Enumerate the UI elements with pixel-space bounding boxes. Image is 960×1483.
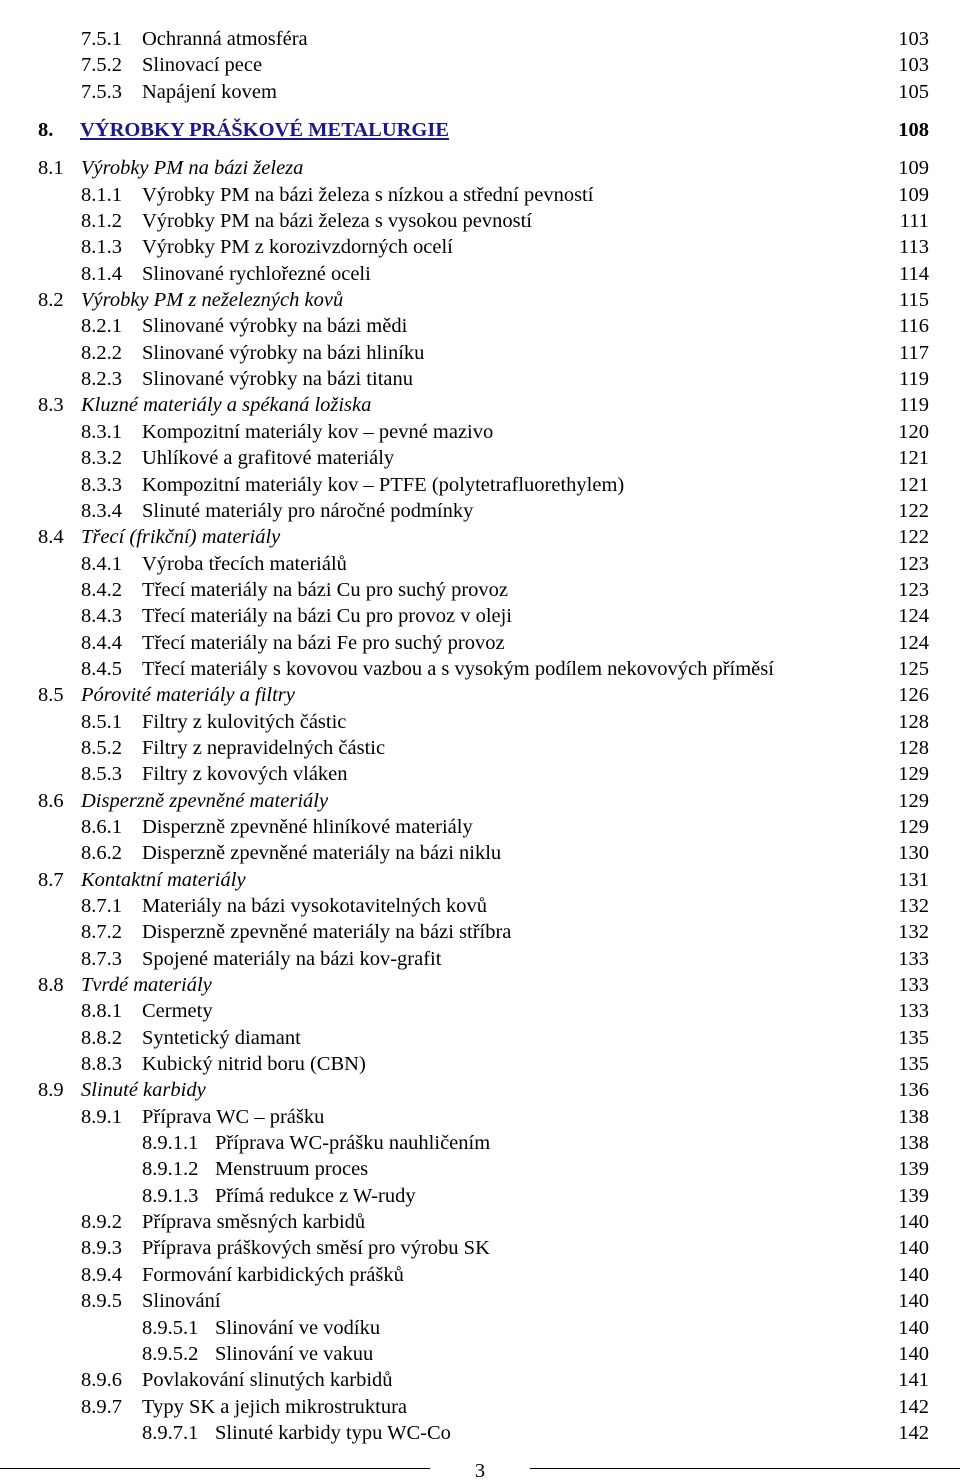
toc-entry-number: 8.4.3 [81,605,122,628]
toc-entry-page: 140 [898,1290,929,1313]
toc-entry-page: 141 [898,1369,929,1392]
toc-entry-page: 126 [898,684,929,707]
toc-entry-page: 103 [898,54,929,77]
toc-entry-number: 8.3.2 [81,447,122,470]
toc-entry-number: 8.7 [38,868,64,891]
toc-entry-number: 8.2.2 [81,341,122,364]
toc-entry-title: Slinovací pece [142,54,263,77]
toc-entry[interactable] [0,972,960,998]
toc-entry[interactable] [0,79,960,105]
toc-entry[interactable] [0,814,960,840]
toc-entry-number: 8.1 [38,157,64,180]
toc-entry-title: Výroba třecích materiálů [142,552,347,575]
toc-entry[interactable] [0,1025,960,1051]
toc-entry-title: Výrobky PM z korozivzdorných ocelí [142,236,453,259]
toc-entry-title: Syntetický diamant [142,1026,301,1049]
toc-entry-number: 8.3.4 [81,499,122,522]
toc-entry-title: Pórovité materiály a filtry [81,684,295,707]
toc-entry-number: 8.7.3 [81,947,122,970]
toc-entry-page: 140 [898,1316,929,1339]
toc-entry-page: 129 [898,815,929,838]
toc-entry-number: 8.9.3 [81,1237,122,1260]
toc-entry-title: Příprava směsných karbidů [142,1211,366,1234]
toc-entry-number: 8.6.1 [81,815,122,838]
toc-entry-page: 119 [899,394,929,417]
toc-entry-title: Tvrdé materiály [81,974,212,997]
toc-entry[interactable] [0,761,960,787]
toc-entry-title: Kompozitní materiály kov – pevné mazivo [142,420,494,443]
toc-entry-number: 8.9.4 [81,1263,122,1286]
toc-entry-page: 135 [898,1053,929,1076]
toc-entry-title: Filtry z nepravidelných částic [142,736,386,759]
toc-entry-number: 8.8.1 [81,1000,122,1023]
toc-entry[interactable] [0,1262,960,1288]
toc-entry-number: 8.6.2 [81,842,122,865]
toc-entry-page: 138 [898,1105,929,1128]
toc-entry[interactable] [0,893,960,919]
toc-entry-page: 109 [898,157,929,180]
toc-entry[interactable] [0,1156,960,1182]
toc-entry-page: 124 [898,605,929,628]
toc-entry[interactable] [0,630,960,656]
toc-entry-number: 8.2 [38,289,64,312]
toc-entry-page: 142 [898,1395,929,1418]
toc-entry[interactable] [0,52,960,78]
toc-entry-page: 140 [898,1263,929,1286]
toc-entry-page: 120 [898,420,929,443]
toc-entry-number: 8.9.1.2 [142,1158,199,1181]
toc-entry-page: 132 [898,895,929,917]
toc-entry[interactable] [0,946,960,972]
toc-entry-number: 8.9.7 [81,1395,122,1418]
toc-entry-page: 139 [898,1184,929,1207]
toc-entry-title: Slinované výrobky na bázi hliníku [142,341,425,364]
toc-entry[interactable] [0,1341,960,1367]
toc-entry-title: Třecí materiály s kovovou vazbou a s vysokým podílem nekovových příměsí [142,657,774,680]
toc-entry[interactable] [0,867,960,893]
toc-entry-number: 8. [38,119,54,142]
toc-entry-page: 111 [899,210,929,233]
toc-entry[interactable] [0,1367,960,1393]
toc-entry-number: 8.4 [38,526,64,549]
toc-entry-number: 8.1.1 [81,183,122,206]
toc-entry[interactable] [0,998,960,1024]
toc-entry-number: 8.9.7.1 [142,1421,199,1444]
toc-entry-number: 8.5 [38,684,64,707]
toc-entry[interactable] [0,182,960,208]
toc-entry-title: Výrobky PM na bázi železa s nízkou a střední pevností [142,183,594,206]
toc-entry-number: 8.3 [38,394,64,417]
toc-entry-page: 129 [898,763,929,786]
toc-entry-number: 8.9.5.2 [142,1342,199,1365]
toc-entry-page: 117 [899,341,929,364]
toc-entry-number: 8.9.6 [81,1369,122,1392]
toc-entry-title: Kontaktní materiály [81,868,246,891]
toc-entry-title: Menstruum proces [215,1158,369,1181]
toc-entry-title: Přímá redukce z W-rudy [215,1184,416,1207]
toc-entry-number: 8.9 [38,1079,64,1102]
toc-entry-number: 8.1.2 [81,210,122,233]
toc-entry-page: 131 [898,868,929,891]
toc-entry-number: 8.8.3 [81,1053,122,1076]
toc-entry-title: Slinování [142,1290,221,1313]
toc-entry-title: Slinuté karbidy typu WC-Co [215,1421,451,1444]
toc-entry-number: 8.9.5 [81,1290,122,1313]
toc-entry[interactable] [0,840,960,866]
toc-entry[interactable] [0,498,960,524]
toc-entry-number: 8.4.2 [81,578,122,601]
toc-entry-number: 8.1.3 [81,236,122,259]
toc-entry-title: Ochranná atmosféra [142,28,308,50]
toc-entry-page: 135 [898,1026,929,1049]
toc-entry-page: 123 [898,578,929,601]
toc-entry-title: Disperzně zpevněné hliníkové materiály [142,815,473,838]
toc-entry[interactable] [0,419,960,445]
toc-entry[interactable] [0,208,960,234]
toc-entry[interactable] [0,1209,960,1235]
table-of-contents [0,26,960,1446]
toc-entry[interactable] [0,445,960,471]
toc-entry[interactable] [0,709,960,735]
toc-entry[interactable] [0,392,960,418]
toc-entry-page: 103 [898,28,929,50]
toc-entry-page: 121 [898,447,929,470]
toc-entry-page: 132 [898,921,929,944]
toc-entry[interactable] [0,1077,960,1103]
toc-entry-number: 8.9.1 [81,1105,122,1128]
toc-entry[interactable] [0,682,960,708]
toc-entry[interactable] [0,1420,960,1446]
toc-entry-page: 136 [898,1079,929,1102]
toc-entry-page: 142 [898,1421,929,1444]
toc-entry-title: Výrobky PM z neželezných kovů [81,289,344,312]
toc-entry-title: Filtry z kulovitých částic [142,710,347,733]
toc-entry[interactable] [0,577,960,603]
toc-entry-title: Kubický nitrid boru (CBN) [142,1053,366,1076]
toc-entry-title: Příprava WC-prášku nauhličením [215,1132,491,1155]
toc-entry-page: 105 [898,80,929,103]
toc-entry-number: 8.9.5.1 [142,1316,199,1339]
toc-entry[interactable] [0,26,960,52]
toc-entry[interactable] [0,1288,960,1314]
toc-entry-title[interactable]: VÝROBKY PRÁŠKOVÉ METALURGIE [80,119,450,142]
toc-entry[interactable] [0,524,960,550]
toc-entry-number: 8.2.3 [81,368,122,391]
toc-entry-page: 122 [898,499,929,522]
toc-entry-page: 123 [898,552,929,575]
toc-entry-page: 129 [898,789,929,812]
toc-entry-title: Výrobky PM na bázi železa [81,157,304,180]
toc-entry-page: 124 [898,631,929,654]
toc-entry-number: 8.3.3 [81,473,122,496]
toc-entry[interactable] [0,313,960,339]
toc-entry[interactable] [0,788,960,814]
toc-entry-page: 119 [899,368,929,391]
toc-entry[interactable] [0,117,960,143]
toc-entry-number: 8.9.2 [81,1211,122,1234]
toc-entry-title: Kompozitní materiály kov – PTFE (polytetrafluorethylem) [142,473,625,496]
toc-entry-title: Disperzně zpevněné materiály na bázi niklu [142,842,502,865]
toc-entry-page: 108 [898,119,929,142]
toc-entry-number: 7.5.3 [81,80,122,103]
toc-entry-number: 8.5.3 [81,763,122,786]
toc-entry-title: Filtry z kovových vláken [142,763,348,786]
toc-entry-title: Disperzně zpevněné materiály na bázi stříbra [142,921,512,944]
toc-entry[interactable] [0,1315,960,1341]
toc-entry-title: Uhlíkové a grafitové materiály [142,447,395,470]
toc-entry-page: 133 [898,1000,929,1023]
toc-entry-title: Typy SK a jejich mikrostruktura [142,1395,408,1418]
toc-entry-page: 122 [898,526,929,549]
toc-entry[interactable] [0,1130,960,1156]
toc-entry-title: Slinované rychlořezné oceli [142,262,371,285]
toc-entry-number: 8.7.2 [81,921,122,944]
toc-entry-page: 114 [899,262,929,285]
toc-entry-page: 133 [898,974,929,997]
toc-entry[interactable] [0,261,960,287]
toc-entry-page: 116 [899,315,929,338]
toc-entry-title: Materiály na bázi vysokotavitelných kovů [142,895,487,917]
toc-entry-number: 8.5.2 [81,736,122,759]
toc-entry-number: 8.4.1 [81,552,122,575]
toc-entry-title: Slinované výrobky na bázi mědi [142,315,408,338]
toc-entry[interactable] [0,1235,960,1261]
toc-entry[interactable] [0,735,960,761]
toc-entry-number: 8.5.1 [81,710,122,733]
toc-entry-page: 138 [898,1132,929,1155]
page-number: 3 [474,1460,486,1482]
toc-entry-title: Slinování ve vakuu [215,1342,374,1365]
toc-entry-page: 128 [898,736,929,759]
toc-entry-number: 8.7.1 [81,895,122,917]
toc-entry[interactable] [0,287,960,313]
toc-entry[interactable] [0,472,960,498]
toc-entry-title: Třecí (frikční) materiály [81,526,281,549]
toc-entry-page: 109 [898,183,929,206]
toc-entry-number: 8.4.5 [81,657,122,680]
toc-entry-page: 140 [898,1342,929,1365]
toc-entry[interactable] [0,340,960,366]
toc-entry-number: 8.8.2 [81,1026,122,1049]
toc-entry-title: Třecí materiály na bázi Cu pro provoz v oleji [142,605,513,628]
toc-entry-page: 115 [899,289,929,312]
toc-entry-title: Disperzně zpevněné materiály [81,789,329,812]
toc-entry-title: Napájení kovem [142,80,277,103]
toc-entry-page: 113 [899,236,929,259]
toc-entry-page: 140 [898,1237,929,1260]
toc-entry-page: 130 [898,842,929,865]
toc-entry-number: 8.9.1.3 [142,1184,199,1207]
toc-entry-number: 8.6 [38,789,64,812]
toc-entry[interactable] [0,551,960,577]
toc-entry-title: Výrobky PM na bázi železa s vysokou pevností [142,210,532,233]
toc-entry[interactable] [0,155,960,181]
toc-entry-page: 121 [898,473,929,496]
toc-entry-number: 8.1.4 [81,262,122,285]
toc-entry-page: 125 [898,657,929,680]
toc-entry[interactable] [0,1183,960,1209]
toc-entry[interactable] [0,603,960,629]
toc-entry[interactable] [0,1051,960,1077]
toc-entry-title: Cermety [142,1000,213,1023]
toc-entry-title: Slinování ve vodíku [215,1316,381,1339]
toc-entry-number: 8.9.1.1 [142,1132,199,1155]
toc-entry-title: Povlakování slinutých karbidů [142,1369,393,1392]
toc-entry-title: Slinuté karbidy [81,1079,206,1102]
toc-entry[interactable] [0,366,960,392]
toc-entry-title: Příprava WC – prášku [142,1105,325,1128]
toc-entry-number: 7.5.1 [81,28,122,50]
toc-entry-page: 133 [898,947,929,970]
toc-entry-page: 139 [898,1158,929,1181]
toc-entry[interactable] [0,919,960,945]
toc-entry-title: Slinuté materiály pro náročné podmínky [142,499,474,522]
toc-entry-number: 7.5.2 [81,54,122,77]
toc-entry-number: 8.3.1 [81,420,122,443]
toc-entry-number: 8.8 [38,974,64,997]
toc-entry[interactable] [0,656,960,682]
toc-entry[interactable] [0,1104,960,1130]
toc-entry-page: 128 [898,710,929,733]
toc-entry-number: 8.4.4 [81,631,122,654]
toc-entry-title: Kluzné materiály a spékaná ložiska [81,394,372,417]
toc-entry-number: 8.2.1 [81,315,122,338]
toc-entry-title: Třecí materiály na bázi Cu pro suchý provoz [142,578,509,601]
toc-entry-title: Formování karbidických prášků [142,1263,404,1286]
toc-entry-title: Příprava práškových směsí pro výrobu SK [142,1237,490,1260]
toc-entry-title: Spojené materiály na bázi kov-grafit [142,947,442,970]
toc-entry-page: 140 [898,1211,929,1234]
toc-entry[interactable] [0,234,960,260]
toc-entry-title: Slinované výrobky na bázi titanu [142,368,413,391]
toc-entry[interactable] [0,1394,960,1420]
toc-entry-title: Třecí materiály na bázi Fe pro suchý provoz [142,631,505,654]
